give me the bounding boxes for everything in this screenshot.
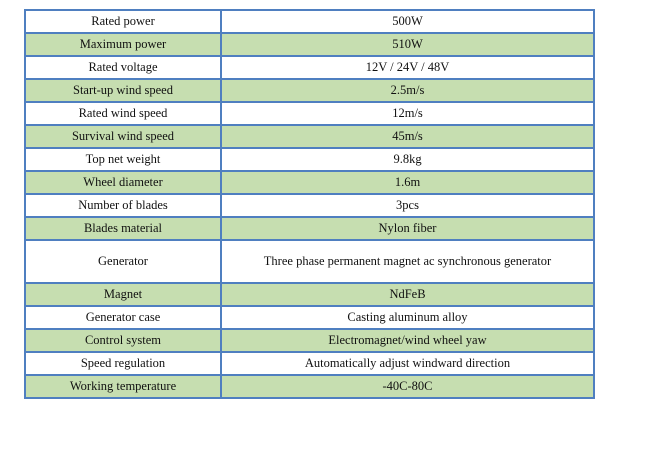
- spec-label-cell: Start-up wind speed: [25, 79, 221, 102]
- spec-value-cell: Three phase permanent magnet ac synchronous generator: [221, 240, 594, 283]
- spec-value-cell: 12V / 24V / 48V: [221, 56, 594, 79]
- spec-label-cell: Number of blades: [25, 194, 221, 217]
- spec-table-body: [25, 10, 594, 398]
- table-row: [25, 306, 594, 329]
- spec-value-cell: NdFeB: [221, 283, 594, 306]
- spec-value-cell: 1.6m: [221, 171, 594, 194]
- table-row: [25, 217, 594, 240]
- spec-value-cell: 2.5m/s: [221, 79, 594, 102]
- spec-label-cell: Wheel diameter: [25, 171, 221, 194]
- spec-label-cell: Maximum power: [25, 33, 221, 56]
- spec-value-cell: Casting aluminum alloy: [221, 306, 594, 329]
- spec-value-cell: 45m/s: [221, 125, 594, 148]
- table-row: [25, 194, 594, 217]
- spec-value-cell: 9.8kg: [221, 148, 594, 171]
- spec-label-cell: Rated voltage: [25, 56, 221, 79]
- spec-label-cell: Control system: [25, 329, 221, 352]
- table-row: [25, 102, 594, 125]
- table-row: [25, 33, 594, 56]
- table-row: [25, 329, 594, 352]
- table-row: [25, 125, 594, 148]
- spec-label-cell: Speed regulation: [25, 352, 221, 375]
- spec-value-cell: 510W: [221, 33, 594, 56]
- spec-label-cell: Blades material: [25, 217, 221, 240]
- spec-value-cell: -40C-80C: [221, 375, 594, 398]
- spec-label-cell: Survival wind speed: [25, 125, 221, 148]
- spec-value-cell: 3pcs: [221, 194, 594, 217]
- table-row: [25, 56, 594, 79]
- table-row: [25, 79, 594, 102]
- spec-value-cell: Automatically adjust windward direction: [221, 352, 594, 375]
- table-row: [25, 148, 594, 171]
- table-row: [25, 240, 594, 283]
- table-row: [25, 171, 594, 194]
- table-row: [25, 10, 594, 33]
- spec-label-cell: Generator: [25, 240, 221, 283]
- spec-value-cell: 12m/s: [221, 102, 594, 125]
- spec-label-cell: Working temperature: [25, 375, 221, 398]
- spec-label-cell: Top net weight: [25, 148, 221, 171]
- spec-table: [24, 9, 595, 399]
- spec-value-cell: Electromagnet/wind wheel yaw: [221, 329, 594, 352]
- spec-label-cell: Rated wind speed: [25, 102, 221, 125]
- spec-label-cell: Magnet: [25, 283, 221, 306]
- table-row: [25, 375, 594, 398]
- table-row: [25, 283, 594, 306]
- spec-value-cell: 500W: [221, 10, 594, 33]
- spec-value-cell: Nylon fiber: [221, 217, 594, 240]
- spec-label-cell: Generator case: [25, 306, 221, 329]
- spec-label-cell: Rated power: [25, 10, 221, 33]
- table-row: [25, 352, 594, 375]
